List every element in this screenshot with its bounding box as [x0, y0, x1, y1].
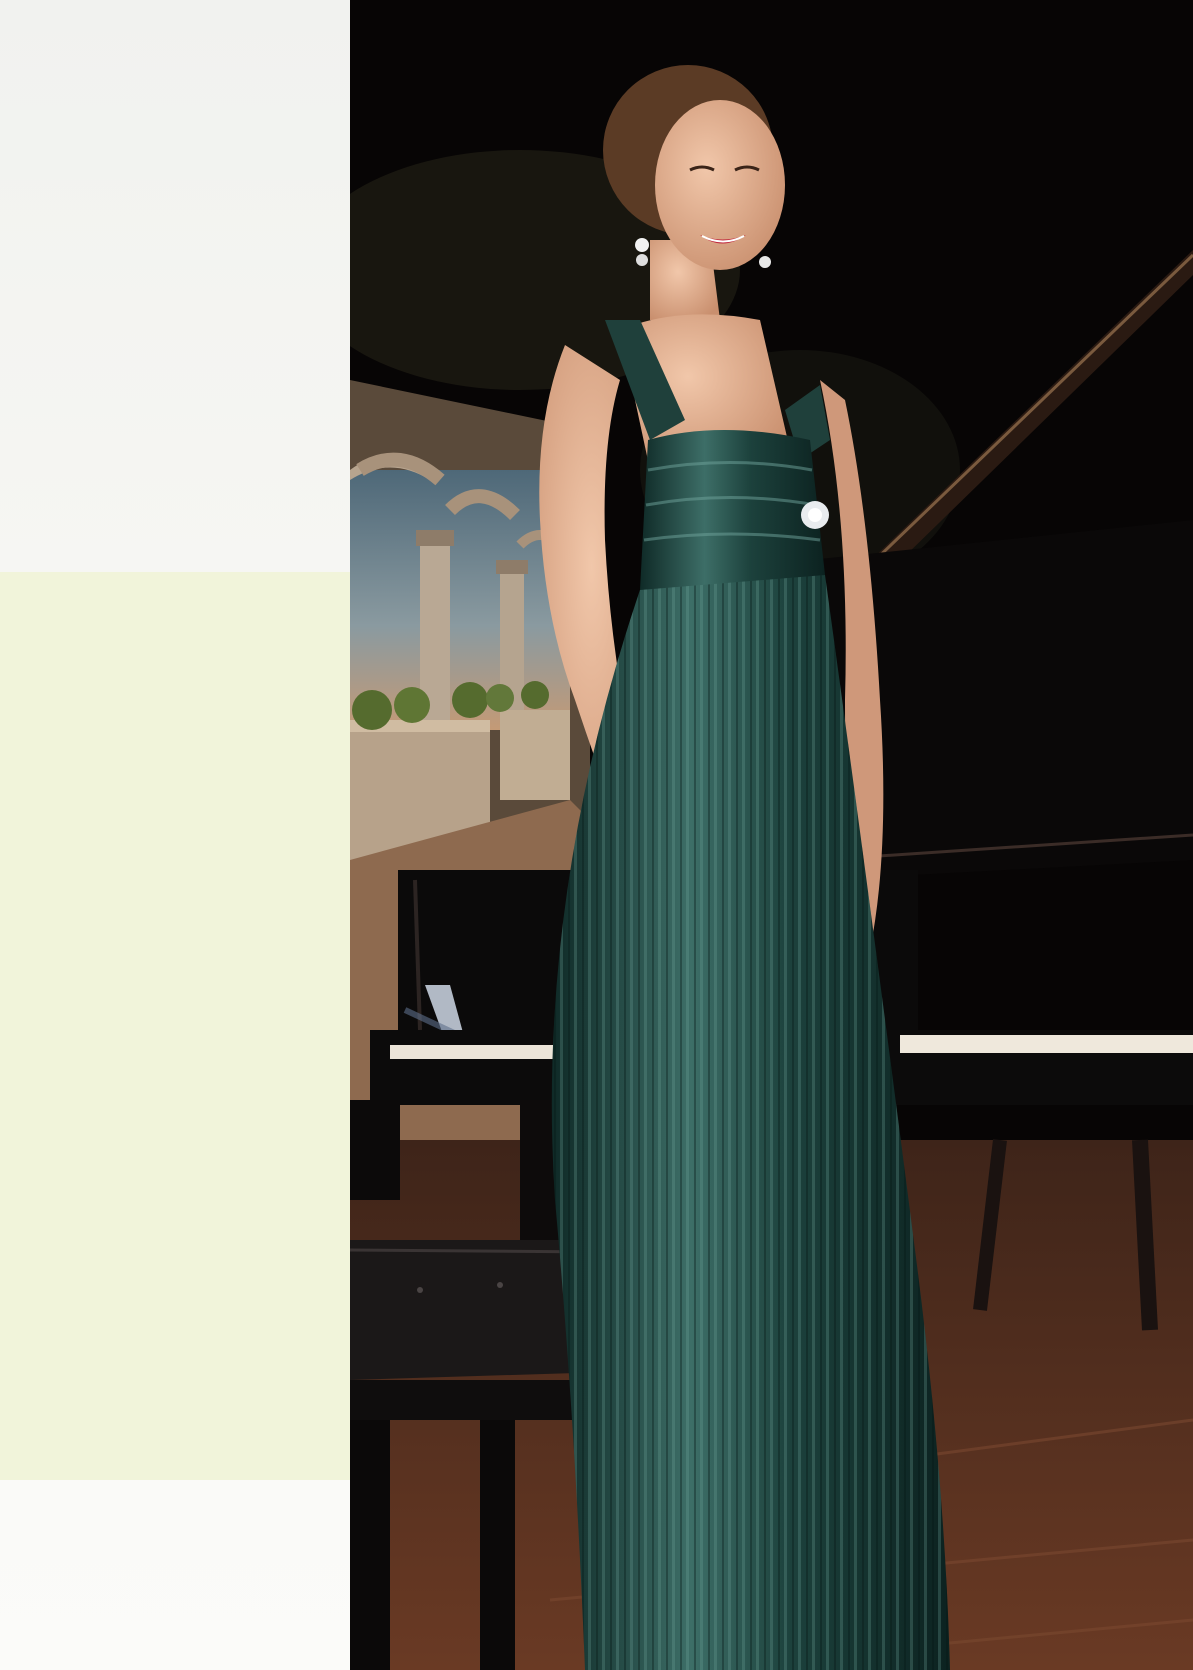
concert-photo-illustration — [350, 0, 1193, 1670]
caption-panel — [0, 572, 350, 1480]
concert-photo — [350, 0, 1193, 1670]
